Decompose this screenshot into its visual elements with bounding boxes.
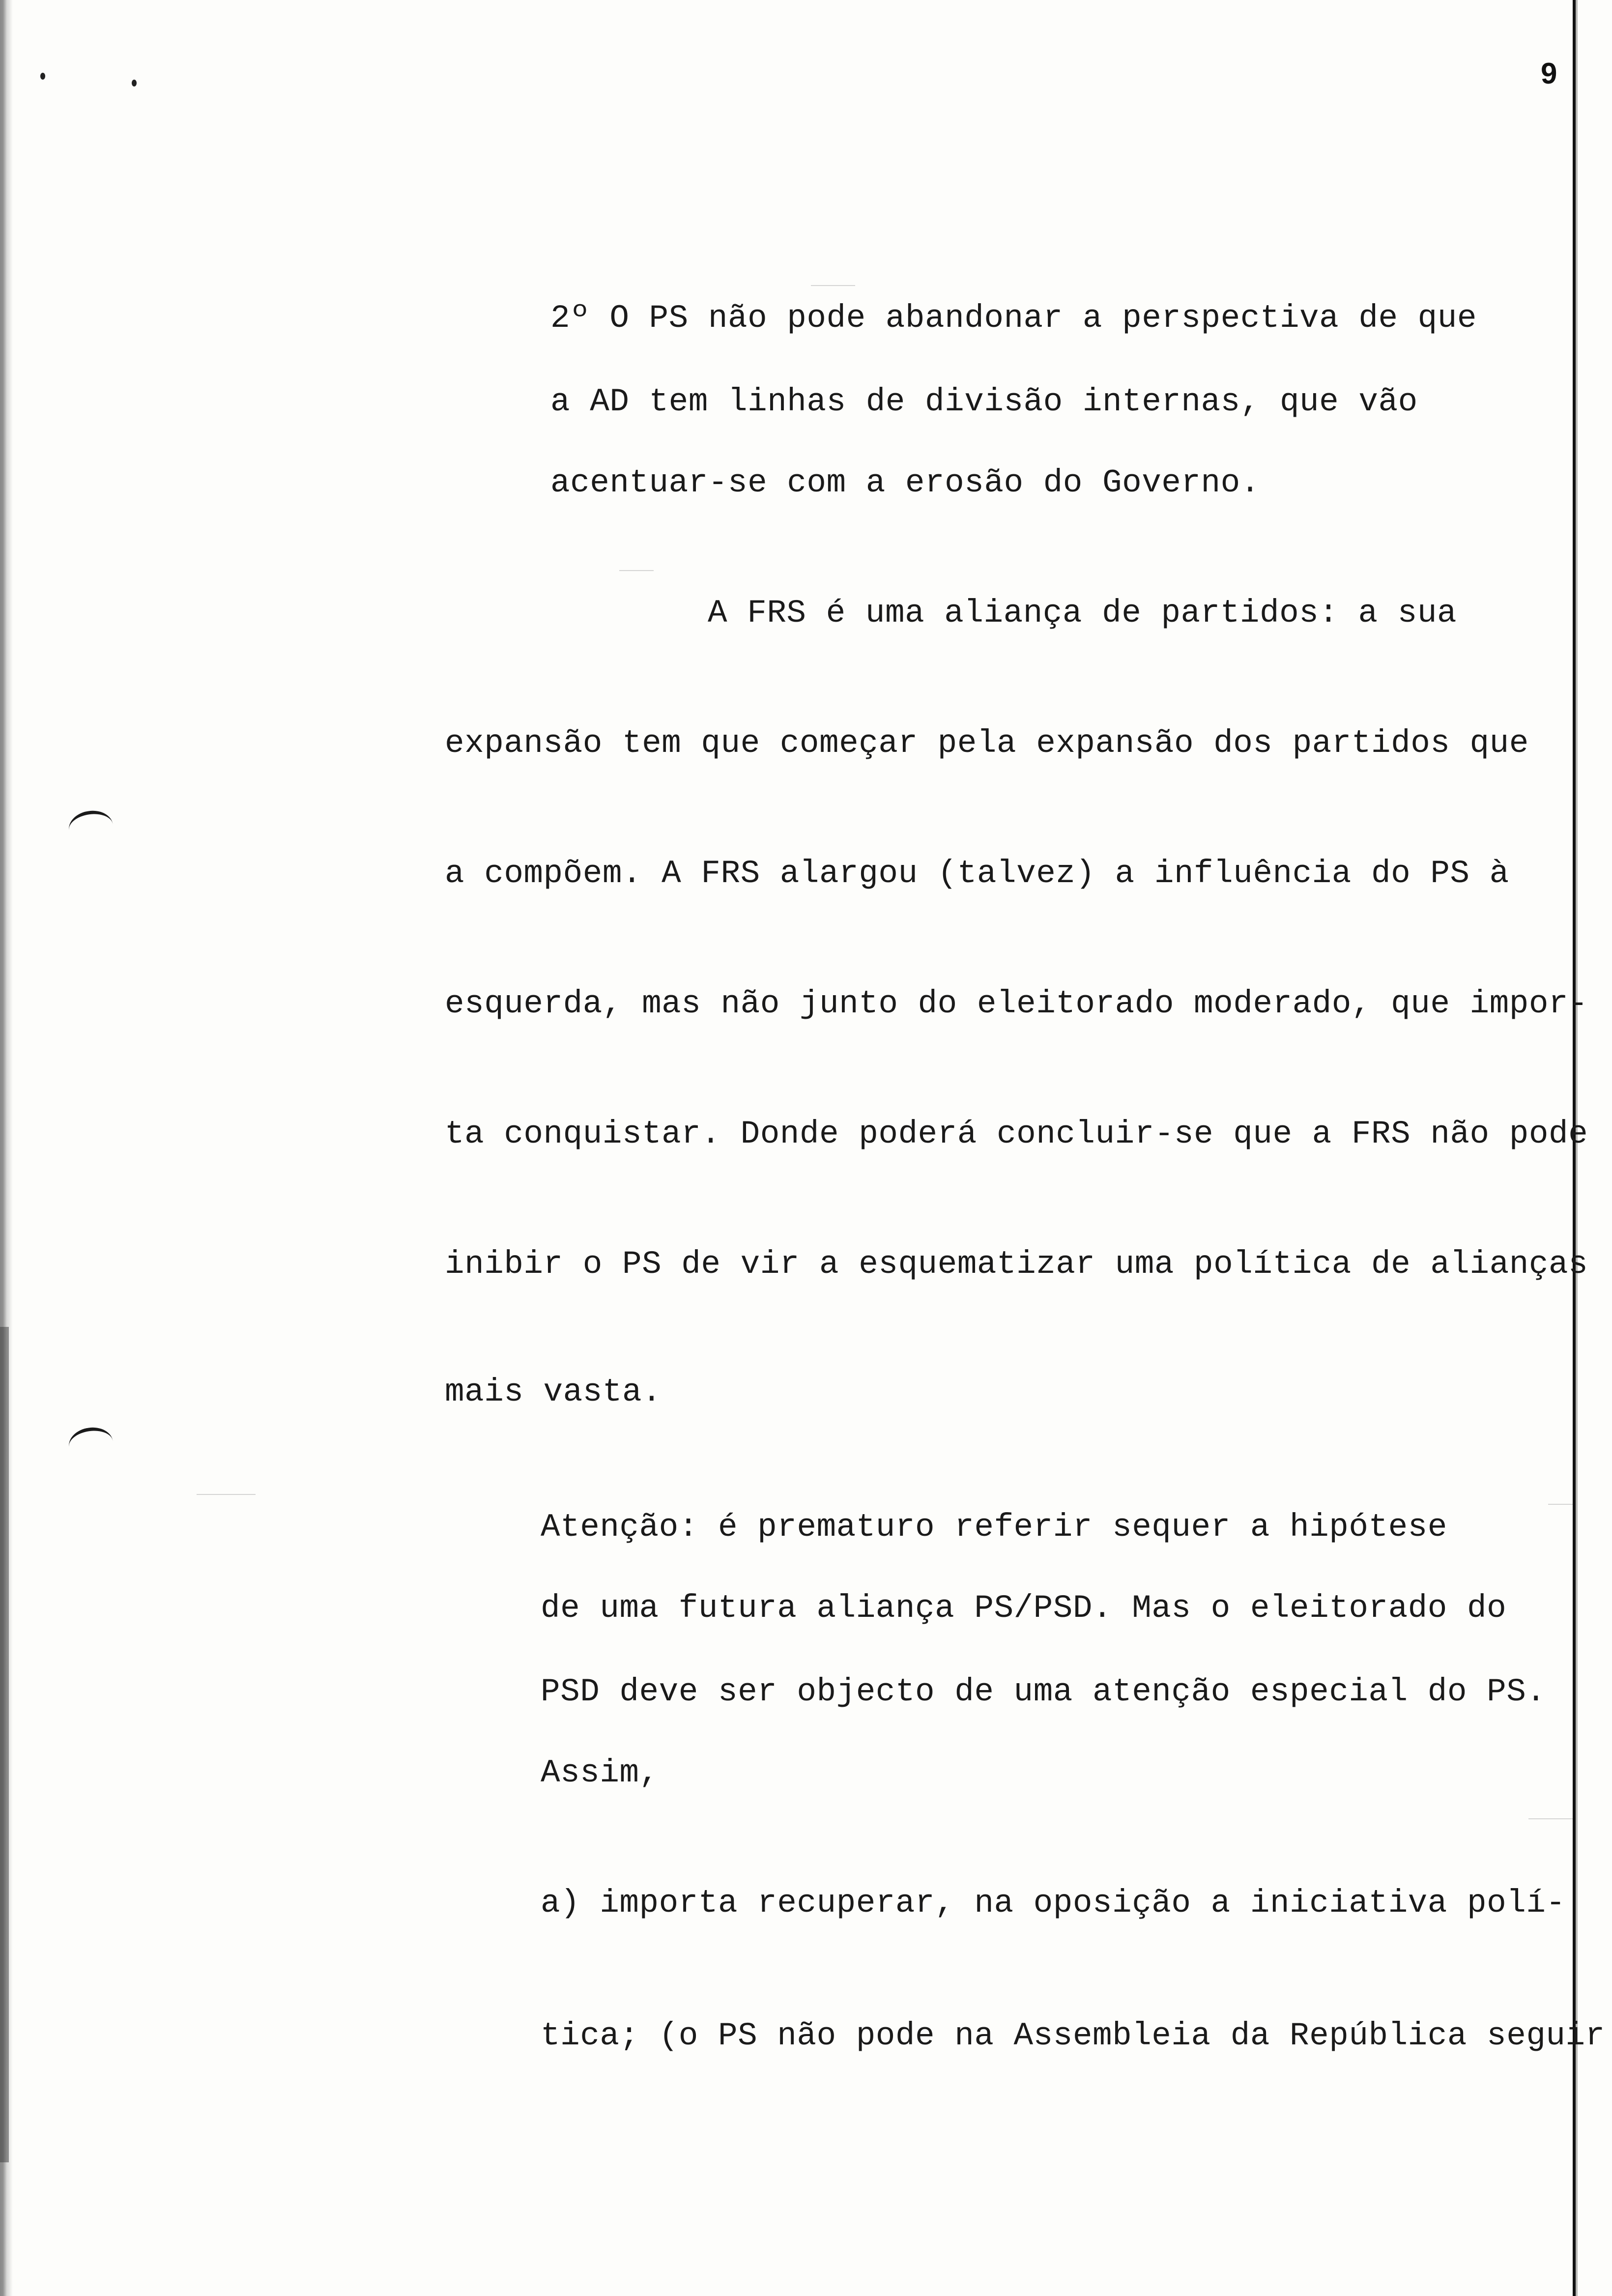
text-line: a compõem. A FRS alargou (talvez) a influência do PS à (445, 855, 1509, 892)
fold-mark (67, 808, 115, 847)
fold-mark (67, 1425, 115, 1464)
text-line: 2º O PS não pode abandonar a perspectiva de que (550, 300, 1477, 337)
scan-speck (1528, 1818, 1573, 1819)
scan-speck (1548, 1504, 1573, 1505)
text-line: tica; (o PS não pode na Assembleia da República seguir (541, 2017, 1605, 2054)
scan-speck (811, 285, 855, 286)
text-line: acentuar-se com a erosão do Governo. (550, 464, 1260, 501)
text-line: Assim, (541, 1754, 659, 1791)
text-line: mais vasta. (445, 1374, 662, 1410)
text-line: inibir o PS de vir a esquematizar uma política de alianças (445, 1246, 1588, 1283)
scan-speck (197, 1494, 256, 1495)
text-line: ta conquistar. Donde poderá concluir-se que a FRS não pode (445, 1116, 1588, 1152)
text-line: expansão tem que começar pela expansão dos partidos que (445, 725, 1529, 762)
text-line: A FRS é uma aliança de partidos: a sua (708, 595, 1457, 631)
punch-mark (40, 73, 45, 80)
text-line: a AD tem linhas de divisão internas, que vão (550, 383, 1418, 420)
text-line: de uma futura aliança PS/PSD. Mas o eleitorado do (541, 1590, 1507, 1627)
text-line: PSD deve ser objecto de uma atenção especial do PS. (541, 1673, 1546, 1710)
text-line: esquerda, mas não junto do eleitorado moderado, que impor- (445, 985, 1588, 1022)
text-line: a) importa recuperar, na oposição a iniciativa polí- (541, 1885, 1566, 1922)
text-line: Atenção: é prematuro referir sequer a hipótese (541, 1509, 1447, 1546)
punch-mark (132, 80, 137, 86)
page-number: 9 (1541, 57, 1557, 90)
scan-speck (619, 570, 654, 571)
binding-edge-shadow-lower (0, 1327, 9, 2162)
